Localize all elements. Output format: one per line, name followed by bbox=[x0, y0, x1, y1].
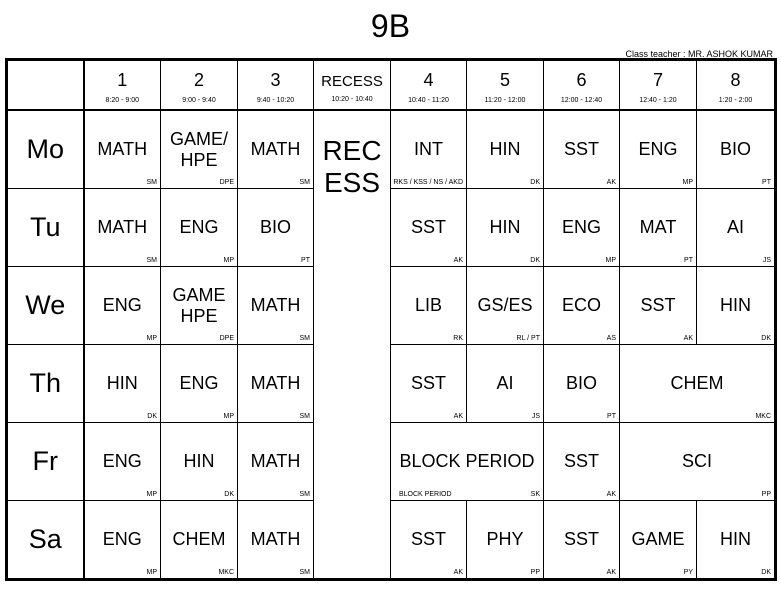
lesson-cell bbox=[84, 267, 161, 345]
subject-label: ENG bbox=[102, 451, 142, 471]
subject-label: SST bbox=[563, 529, 599, 549]
teacher-code: SM bbox=[299, 491, 310, 498]
period-time: 10:20 - 10:40 bbox=[331, 96, 373, 103]
lesson-cell bbox=[238, 267, 314, 345]
lesson-cell bbox=[84, 345, 161, 423]
lesson-cell bbox=[238, 345, 314, 423]
teacher-code: MP bbox=[146, 569, 157, 576]
lesson-cell bbox=[84, 423, 161, 501]
period-note: BLOCK PERIOD bbox=[399, 491, 452, 498]
lesson-cell bbox=[544, 189, 620, 267]
subject-label: GAME/ HPE bbox=[169, 128, 228, 170]
teacher-code: AK bbox=[683, 335, 693, 342]
teacher-code: MP bbox=[682, 179, 693, 186]
teacher-code: AS bbox=[606, 335, 616, 342]
subject-label: AI bbox=[496, 373, 514, 393]
subject-label: MAT bbox=[639, 217, 677, 237]
lesson-cell bbox=[697, 267, 775, 345]
teacher-code: PT bbox=[762, 179, 771, 186]
teacher-code: DK bbox=[147, 413, 157, 420]
teacher-code: PT bbox=[684, 257, 693, 264]
lesson-cell bbox=[697, 501, 775, 579]
lesson-cell bbox=[84, 110, 161, 189]
day-row bbox=[8, 345, 775, 423]
teacher-code: DPE bbox=[219, 335, 234, 342]
period-number: 3 bbox=[270, 70, 281, 90]
lesson-cell bbox=[620, 267, 697, 345]
period-number: 1 bbox=[117, 70, 128, 90]
lesson-cell bbox=[620, 189, 697, 267]
subject-label: ECO bbox=[561, 295, 601, 315]
lesson-cell bbox=[391, 110, 467, 189]
lesson-cell bbox=[697, 110, 775, 189]
period-header-1 bbox=[84, 61, 161, 111]
subject-label: CHEM bbox=[670, 373, 724, 393]
lesson-cell bbox=[620, 423, 775, 501]
lesson-cell bbox=[84, 501, 161, 579]
period-header-7 bbox=[620, 61, 697, 111]
teacher-code: SK bbox=[530, 491, 540, 498]
period-number: 7 bbox=[652, 70, 663, 90]
teacher-code: RL / PT bbox=[516, 335, 540, 342]
subject-label: MATH bbox=[250, 529, 301, 549]
lesson-cell bbox=[544, 501, 620, 579]
day-name: Tu bbox=[8, 189, 84, 267]
teacher-code: MP bbox=[605, 257, 616, 264]
subject-label: ENG bbox=[179, 373, 219, 393]
teacher-code: MP bbox=[223, 413, 234, 420]
subject-label: BIO bbox=[719, 139, 751, 159]
period-number: 8 bbox=[730, 70, 741, 90]
lesson-cell bbox=[544, 267, 620, 345]
teacher-code: DK bbox=[530, 179, 540, 186]
subject-label: PHY bbox=[486, 529, 524, 549]
lesson-cell bbox=[697, 189, 775, 267]
subject-label: SST bbox=[563, 139, 599, 159]
period-time: 10:40 - 11:20 bbox=[408, 97, 449, 104]
subject-label: SST bbox=[640, 295, 676, 315]
subject-label: HIN bbox=[489, 139, 521, 159]
period-header-6 bbox=[544, 61, 620, 111]
teacher-code: SM bbox=[299, 569, 310, 576]
teacher-code: PY bbox=[683, 569, 693, 576]
period-time: 9:40 - 10:20 bbox=[256, 97, 295, 104]
recess-label: RECESS bbox=[321, 73, 383, 90]
subject-label: AI bbox=[726, 217, 744, 237]
teacher-code: MP bbox=[223, 257, 234, 264]
teacher-code: DK bbox=[761, 569, 771, 576]
lesson-cell bbox=[161, 189, 238, 267]
timetable bbox=[7, 60, 775, 579]
teacher-code: SM bbox=[299, 335, 310, 342]
subject-label: MATH bbox=[250, 139, 301, 159]
lesson-cell bbox=[391, 189, 467, 267]
subject-label: GS/ES bbox=[477, 295, 533, 315]
subject-label: ENG bbox=[102, 295, 142, 315]
lesson-cell bbox=[467, 345, 544, 423]
teacher-code: MKC bbox=[755, 413, 771, 420]
period-time: 12:40 - 1:20 bbox=[639, 97, 677, 104]
lesson-cell bbox=[467, 189, 544, 267]
lesson-cell bbox=[391, 501, 467, 579]
lesson-cell bbox=[161, 267, 238, 345]
subject-label: HIN bbox=[106, 373, 138, 393]
subject-label: MATH bbox=[250, 295, 301, 315]
period-header-5 bbox=[467, 61, 544, 111]
day-name: Fr bbox=[8, 423, 84, 501]
lesson-cell bbox=[544, 423, 620, 501]
subject-label: SST bbox=[410, 529, 446, 549]
teacher-code: AK bbox=[453, 257, 463, 264]
corner-cell bbox=[8, 61, 84, 111]
period-header-8 bbox=[697, 61, 775, 111]
day-row bbox=[8, 501, 775, 579]
subject-label: BIO bbox=[565, 373, 597, 393]
period-time: 9:00 - 9:40 bbox=[182, 97, 216, 104]
lesson-cell bbox=[544, 345, 620, 423]
subject-label: SST bbox=[410, 373, 446, 393]
teacher-code: AK bbox=[606, 569, 616, 576]
recess-text: REC ESS bbox=[322, 135, 382, 198]
subject-label: HIN bbox=[720, 529, 751, 549]
period-number: 4 bbox=[423, 70, 434, 90]
subject-label: INT bbox=[414, 139, 443, 159]
period-header-4 bbox=[391, 61, 467, 111]
lesson-cell bbox=[467, 110, 544, 189]
subject-label: HIN bbox=[720, 295, 751, 315]
lesson-cell bbox=[161, 423, 238, 501]
subject-label: SST bbox=[563, 451, 599, 471]
subject-label: GAME HPE bbox=[172, 284, 226, 326]
subject-label: MATH bbox=[97, 217, 148, 237]
teacher-code: AK bbox=[606, 179, 616, 186]
day-name: We bbox=[8, 267, 84, 345]
subject-label: SST bbox=[410, 217, 446, 237]
lesson-cell bbox=[161, 345, 238, 423]
lesson-cell bbox=[467, 267, 544, 345]
subject-label: MATH bbox=[97, 139, 148, 159]
teacher-code: MKC bbox=[218, 569, 234, 576]
teacher-code: MP bbox=[146, 491, 157, 498]
teacher-code: SM bbox=[146, 179, 157, 186]
teacher-code: MP bbox=[146, 335, 157, 342]
class-teacher-label: Class teacher : MR. ASHOK KUMAR bbox=[625, 49, 773, 59]
period-time: 8:20 - 9:00 bbox=[105, 97, 139, 104]
teacher-code: DK bbox=[761, 335, 771, 342]
period-number: 6 bbox=[576, 70, 587, 90]
period-header-3 bbox=[238, 61, 314, 111]
lesson-cell bbox=[161, 501, 238, 579]
teacher-code: JS bbox=[531, 413, 540, 420]
subject-label: GAME bbox=[631, 529, 685, 549]
day-name: Mo bbox=[8, 110, 84, 189]
subject-label: MATH bbox=[250, 373, 301, 393]
lesson-cell bbox=[84, 189, 161, 267]
subject-label: HIN bbox=[183, 451, 215, 471]
period-time: 1:20 - 2:00 bbox=[718, 97, 753, 104]
lesson-cell bbox=[467, 501, 544, 579]
day-name: Sa bbox=[8, 501, 84, 579]
day-row bbox=[8, 110, 775, 189]
teacher-code: AK bbox=[606, 491, 616, 498]
teacher-code: RK bbox=[453, 335, 463, 342]
teacher-code: PP bbox=[761, 491, 771, 498]
subject-label: ENG bbox=[638, 139, 678, 159]
lesson-cell bbox=[238, 423, 314, 501]
subject-label: BLOCK PERIOD bbox=[399, 451, 535, 471]
period-time: 11:20 - 12:00 bbox=[484, 97, 526, 104]
recess-cell bbox=[314, 110, 391, 579]
teacher-code: PP bbox=[530, 569, 540, 576]
subject-label: LIB bbox=[414, 295, 443, 315]
lesson-cell bbox=[391, 423, 544, 501]
lesson-cell bbox=[161, 110, 238, 189]
lesson-cell bbox=[620, 501, 697, 579]
period-time: 12:00 - 12:40 bbox=[560, 97, 603, 104]
subject-label: MATH bbox=[250, 451, 301, 471]
page-title: 9B bbox=[370, 8, 411, 44]
teacher-code: RKS / KSS / NS / AKD bbox=[393, 179, 463, 186]
subject-label: CHEM bbox=[172, 529, 226, 549]
period-number: 5 bbox=[499, 70, 510, 90]
lesson-cell bbox=[620, 345, 775, 423]
lesson-cell bbox=[238, 189, 314, 267]
teacher-code: SM bbox=[146, 257, 157, 264]
day-row bbox=[8, 267, 775, 345]
lesson-cell bbox=[238, 110, 314, 189]
teacher-code: SM bbox=[299, 413, 310, 420]
lesson-cell bbox=[238, 501, 314, 579]
subject-label: BIO bbox=[259, 217, 291, 237]
subject-label: HIN bbox=[489, 217, 521, 237]
teacher-code: JS bbox=[762, 257, 771, 264]
day-row bbox=[8, 423, 775, 501]
teacher-code: PT bbox=[607, 413, 616, 420]
subject-label: SCI bbox=[681, 451, 712, 471]
period-header-2 bbox=[161, 61, 238, 111]
teacher-code: PT bbox=[301, 257, 310, 264]
teacher-code: AK bbox=[453, 569, 463, 576]
teacher-code: DK bbox=[530, 257, 540, 264]
lesson-cell bbox=[620, 110, 697, 189]
teacher-code: SM bbox=[299, 179, 310, 186]
lesson-cell bbox=[391, 267, 467, 345]
period-header-recess bbox=[314, 61, 391, 111]
subject-label: ENG bbox=[102, 529, 142, 549]
teacher-code: AK bbox=[453, 413, 463, 420]
header-row bbox=[8, 61, 775, 111]
day-name: Th bbox=[8, 345, 84, 423]
subject-label: ENG bbox=[179, 217, 219, 237]
lesson-cell bbox=[544, 110, 620, 189]
lesson-cell bbox=[391, 345, 467, 423]
day-row bbox=[8, 189, 775, 267]
teacher-code: DK bbox=[224, 491, 234, 498]
teacher-code: DPE bbox=[219, 179, 234, 186]
subject-label: ENG bbox=[561, 217, 601, 237]
period-number: 2 bbox=[193, 70, 204, 90]
